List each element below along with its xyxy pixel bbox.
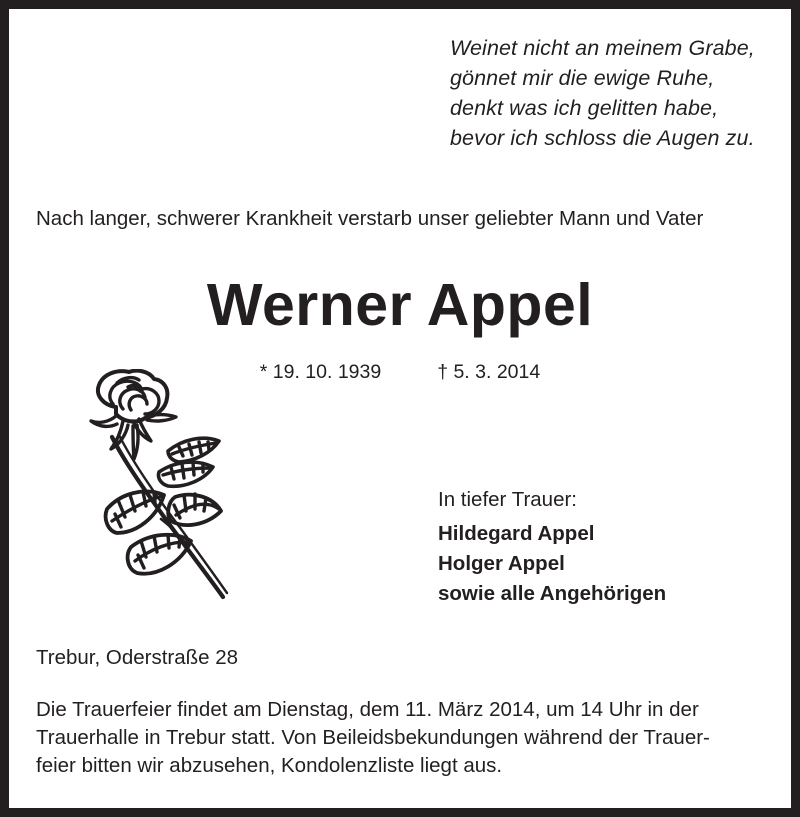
funeral-details-line: Die Trauerfeier findet am Dienstag, dem 11. März 2014, um 14 Uhr in der xyxy=(36,698,699,721)
verse-line: gönnet mir die ewige Ruhe, xyxy=(450,66,715,90)
funeral-details-line: Trauerhalle in Trebur statt. Von Beileidsbekundungen während der Trauer- xyxy=(36,726,710,749)
mourners-block xyxy=(438,484,768,609)
mourners-label: In tiefer Trauer: xyxy=(438,488,578,511)
mourner-name: sowie alle Angehörigen xyxy=(438,582,667,605)
mourner-name: Hildegard Appel xyxy=(438,522,595,545)
death-date: † 5. 3. 2014 xyxy=(437,361,541,383)
verse-line: denkt was ich gelitten habe, xyxy=(450,96,719,120)
verse-line: bevor ich schloss die Augen zu. xyxy=(450,126,755,150)
funeral-details-line: feier bitten wir abzusehen, Kondolenzliste liegt aus. xyxy=(36,754,503,777)
notice-inner xyxy=(9,9,791,808)
deceased-name: Werner Appel xyxy=(206,272,594,338)
birth-date: * 19. 10. 1939 xyxy=(259,361,382,383)
memorial-verse xyxy=(450,33,790,153)
rose-icon xyxy=(71,369,246,619)
mourner-name: Holger Appel xyxy=(438,552,565,575)
address-text: Trebur, Oderstraße 28 xyxy=(36,646,239,669)
funeral-details xyxy=(36,696,791,780)
verse-line: Weinet nicht an meinem Grabe, xyxy=(450,36,755,60)
intro-text: Nach langer, schwerer Krankheit verstarb unser geliebter Mann und Vater xyxy=(36,207,704,230)
